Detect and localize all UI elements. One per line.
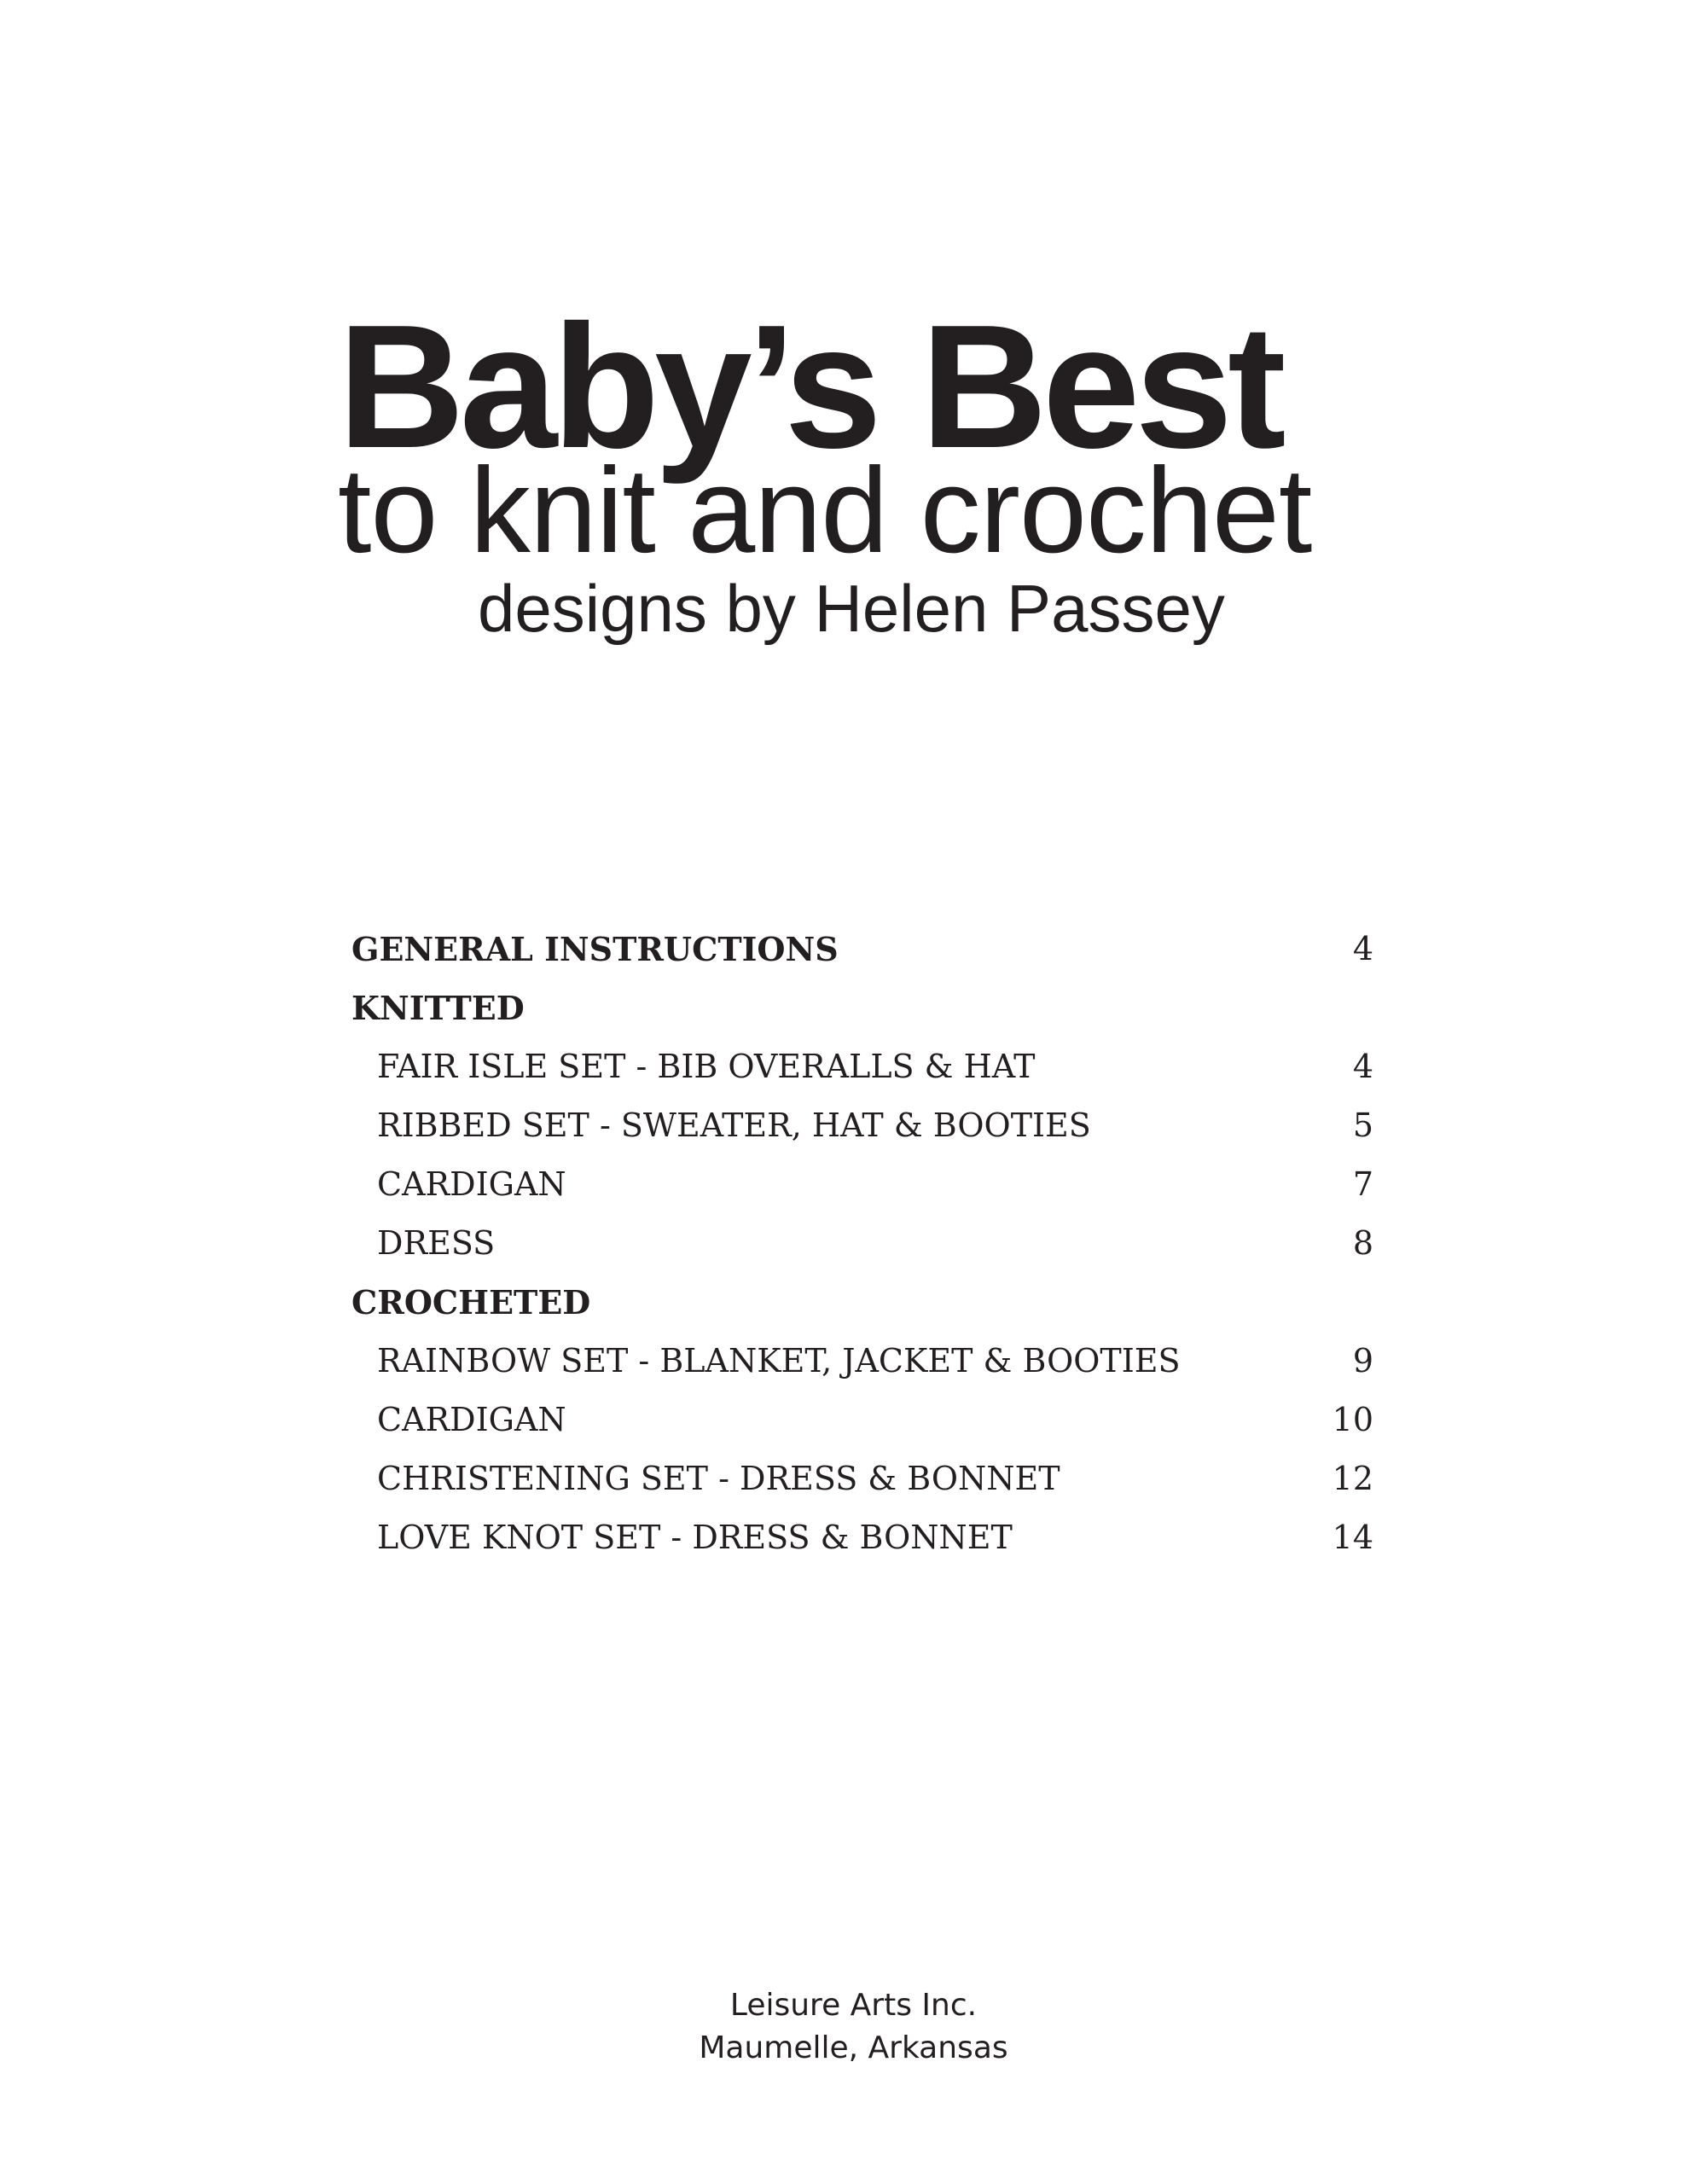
toc-entry-page: 4 bbox=[1352, 1048, 1373, 1085]
table-of-contents bbox=[351, 920, 1373, 1567]
toc-entry-label: CARDIGAN bbox=[377, 1401, 566, 1438]
toc-entry[interactable] bbox=[351, 1214, 1373, 1273]
toc-entry[interactable] bbox=[351, 1037, 1373, 1096]
toc-section-general-instructions[interactable] bbox=[351, 920, 1373, 979]
publisher-name: Leisure Arts Inc. bbox=[729, 1988, 978, 2023]
toc-section-knitted bbox=[351, 979, 1373, 1037]
toc-entry-label: CHRISTENING SET - DRESS & BONNET bbox=[377, 1460, 1060, 1497]
toc-entry-label: GENERAL INSTRUCTIONS bbox=[351, 930, 839, 968]
toc-entry-label: RIBBED SET - SWEATER, HAT & BOOTIES bbox=[377, 1107, 1091, 1144]
toc-entry[interactable] bbox=[351, 1391, 1373, 1449]
toc-section-crocheted bbox=[351, 1273, 1373, 1332]
toc-entry-page: 9 bbox=[1352, 1342, 1373, 1380]
toc-entry-page: 5 bbox=[1352, 1107, 1373, 1144]
book-byline: designs by Helen Passey bbox=[478, 571, 1225, 646]
publisher-location: Maumelle, Arkansas bbox=[699, 2030, 1008, 2065]
toc-entry-page: 4 bbox=[1352, 930, 1373, 967]
toc-entry-label: DRESS bbox=[377, 1224, 496, 1262]
book-title: Baby’s Best bbox=[338, 288, 1281, 485]
toc-entry-label: LOVE KNOT SET - DRESS & BONNET bbox=[377, 1519, 1013, 1556]
toc-entry[interactable] bbox=[351, 1332, 1373, 1391]
toc-entry-page: 14 bbox=[1332, 1519, 1373, 1556]
toc-entry-label: RAINBOW SET - BLANKET, JACKET & BOOTIES bbox=[377, 1342, 1181, 1380]
toc-entry[interactable] bbox=[351, 1449, 1373, 1508]
toc-entry-page: 10 bbox=[1332, 1401, 1373, 1438]
toc-entry-page: 8 bbox=[1352, 1224, 1373, 1262]
book-subtitle: to knit and crochet bbox=[338, 443, 1312, 578]
toc-entry-page: 7 bbox=[1352, 1165, 1373, 1203]
toc-entry-label: FAIR ISLE SET - BIB OVERALLS & HAT bbox=[377, 1048, 1036, 1085]
toc-section-label: KNITTED bbox=[351, 989, 525, 1027]
toc-entry[interactable] bbox=[351, 1508, 1373, 1567]
publisher-imprint bbox=[0, 1984, 1707, 2070]
toc-entry[interactable] bbox=[351, 1155, 1373, 1214]
toc-entry-label: CARDIGAN bbox=[377, 1165, 566, 1203]
toc-entry-page: 12 bbox=[1332, 1460, 1373, 1497]
toc-section-label: CROCHETED bbox=[351, 1283, 591, 1321]
toc-entry[interactable] bbox=[351, 1096, 1373, 1155]
